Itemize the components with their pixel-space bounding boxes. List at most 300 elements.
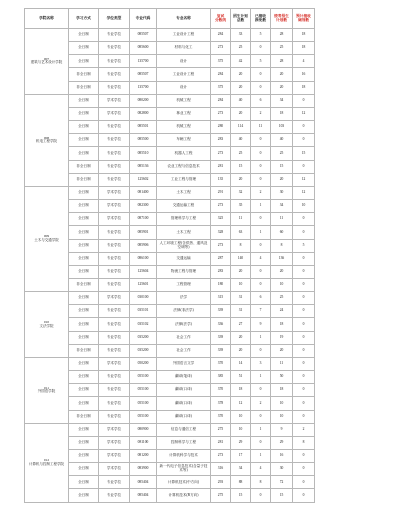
degree-type-cell: 专业学位 [99, 410, 130, 423]
degree-type-cell: 专业学位 [99, 81, 130, 94]
total-plan-cell: 29 [231, 436, 251, 449]
col-major-name: 专业名称 [157, 9, 211, 29]
recommended-cell: 0 [251, 81, 271, 94]
study-mode-cell: 非全日制 [69, 344, 99, 357]
major-code-cell: 035200 [130, 331, 157, 344]
study-mode-cell: 非全日制 [69, 278, 99, 291]
exam-plan-cell: 28 [271, 29, 293, 42]
col-major-code: 专业代码 [130, 9, 157, 29]
recommended-cell: 0 [251, 344, 271, 357]
study-mode-cell: 全日制 [69, 397, 99, 410]
exam-plan-cell: 24 [271, 305, 293, 318]
table-row [25, 371, 315, 384]
major-name-cell: 交通运输 [157, 252, 211, 265]
table-row [25, 252, 315, 265]
major-code-cell: 125601 [130, 278, 157, 291]
retest-score-cell: 325 [211, 213, 231, 226]
retest-score-cell: 275 [211, 423, 231, 436]
major-name-cell: 社会工作 [157, 331, 211, 344]
transfer-cell: 8 [293, 436, 315, 449]
study-mode-cell: 全日制 [69, 331, 99, 344]
total-plan-cell: 20 [231, 81, 251, 94]
major-code-cell: 080900 [130, 423, 157, 436]
total-plan-cell: 140 [231, 252, 251, 265]
exam-plan-cell: 10 [271, 278, 293, 291]
total-plan-cell: 27 [231, 318, 251, 331]
major-code-cell: 055100 [130, 397, 157, 410]
table-row [25, 292, 315, 305]
table-row [25, 147, 315, 160]
recommended-cell: 9 [251, 318, 271, 331]
total-plan-cell: 25 [231, 147, 251, 160]
exam-plan-cell: 10 [271, 397, 293, 410]
recommended-cell: 0 [251, 134, 271, 147]
total-plan-cell: 14 [231, 357, 251, 370]
study-mode-cell: 全日制 [69, 42, 99, 55]
recommended-cell: 0 [251, 42, 271, 55]
exam-plan-cell: 9 [271, 423, 293, 436]
recommended-cell: 1 [251, 200, 271, 213]
table-row [25, 68, 315, 81]
exam-plan-cell: 18 [271, 318, 293, 331]
retest-score-cell: 293 [211, 476, 231, 489]
college-code: 011 [43, 385, 50, 390]
transfer-cell: 15 [293, 147, 315, 160]
exam-plan-cell: 30 [271, 186, 293, 199]
retest-score-cell: 370 [211, 357, 231, 370]
recommended-cell: 5 [251, 29, 271, 42]
table-row [25, 226, 315, 239]
table-row [25, 200, 315, 213]
transfer-cell: 12 [293, 107, 315, 120]
transfer-cell: 0 [293, 410, 315, 423]
degree-type-cell: 学术学位 [99, 450, 130, 463]
study-mode-cell: 非全日制 [69, 68, 99, 81]
table-row [25, 344, 315, 357]
major-name-cell: 车辆工程 [157, 134, 211, 147]
degree-type-cell: 专业学位 [99, 397, 130, 410]
total-plan-cell: 34 [231, 463, 251, 476]
recommended-cell: 11 [251, 121, 271, 134]
study-mode-cell: 全日制 [69, 121, 99, 134]
major-code-cell: 050200 [130, 357, 157, 370]
major-name-cell: 法学 [157, 292, 211, 305]
retest-score-cell: 287 [211, 252, 231, 265]
exam-plan-cell: 60 [271, 226, 293, 239]
major-name-cell: 农业工程与信息技术 [157, 160, 211, 173]
total-plan-cell: 17 [231, 450, 251, 463]
admission-table [24, 8, 315, 503]
major-name-cell: 土木工程 [157, 186, 211, 199]
recommended-cell: 0 [251, 147, 271, 160]
transfer-cell: 10 [293, 200, 315, 213]
retest-score-cell: 336 [211, 318, 231, 331]
total-plan-cell: 114 [231, 121, 251, 134]
degree-type-cell: 学术学位 [99, 292, 130, 305]
total-plan-cell: 20 [231, 265, 251, 278]
degree-type-cell: 专业学位 [99, 278, 130, 291]
study-mode-cell: 全日制 [69, 305, 99, 318]
degree-type-cell: 学术学位 [99, 357, 130, 370]
degree-type-cell: 学术学位 [99, 107, 130, 120]
recommended-cell: 4 [251, 252, 271, 265]
study-mode-cell: 全日制 [69, 186, 99, 199]
exam-plan-cell: 72 [271, 476, 293, 489]
total-plan-cell: 20 [231, 173, 251, 186]
retest-score-cell: 273 [211, 107, 231, 120]
col-exam-plan: 统考招生 计划数 [271, 9, 293, 29]
college-name: 机电工程学院 [36, 139, 57, 144]
major-name-cell: 社会工作 [157, 344, 211, 357]
major-code-cell: 082300 [130, 200, 157, 213]
total-plan-cell: 20 [231, 344, 251, 357]
table-row [25, 305, 315, 318]
transfer-cell: 0 [293, 305, 315, 318]
college-code: 009 [43, 234, 50, 239]
exam-plan-cell: 20 [271, 81, 293, 94]
major-name-cell: 机械工程 [157, 121, 211, 134]
exam-plan-cell: 11 [271, 213, 293, 226]
total-plan-cell: 63 [231, 226, 251, 239]
college-cell [25, 357, 69, 423]
transfer-cell: 0 [293, 397, 315, 410]
retest-score-cell: 316 [211, 463, 231, 476]
table-row [25, 278, 315, 291]
exam-plan-cell: 20 [271, 265, 293, 278]
retest-score-cell: 280 [211, 121, 231, 134]
study-mode-cell: 全日制 [69, 252, 99, 265]
degree-type-cell: 专业学位 [99, 305, 130, 318]
degree-type-cell: 专业学位 [99, 121, 130, 134]
degree-type-cell: 专业学位 [99, 318, 130, 331]
retest-score-cell: 339 [211, 344, 231, 357]
table-row [25, 410, 315, 423]
table-row [25, 397, 315, 410]
major-code-cell: 085136 [130, 160, 157, 173]
major-name-cell: 法律(法学) [157, 318, 211, 331]
study-mode-cell: 全日制 [69, 436, 99, 449]
recommended-cell: 1 [251, 331, 271, 344]
major-code-cell: 082800 [130, 107, 157, 120]
exam-plan-cell: 15 [271, 489, 293, 502]
degree-type-cell: 专业学位 [99, 29, 130, 42]
retest-score-cell: 273 [211, 42, 231, 55]
major-code-cell: 081200 [130, 450, 157, 463]
recommended-cell: 0 [251, 265, 271, 278]
major-code-cell: 035102 [130, 318, 157, 331]
total-plan-cell: 10 [231, 278, 251, 291]
major-name-cell: 机械工程 [157, 94, 211, 107]
table-row [25, 42, 315, 55]
exam-plan-cell: 50 [271, 371, 293, 384]
total-plan-cell: 20 [231, 107, 251, 120]
study-mode-cell: 全日制 [69, 423, 99, 436]
major-name-cell: 控制科学与工程 [157, 436, 211, 449]
study-mode-cell: 全日制 [69, 29, 99, 42]
transfer-cell: 0 [293, 226, 315, 239]
table-row [25, 55, 315, 68]
study-mode-cell: 全日制 [69, 94, 99, 107]
college-name: 外国语学院 [37, 389, 56, 394]
transfer-cell: 0 [293, 94, 315, 107]
major-name-cell: 计算机科学与技术 [157, 450, 211, 463]
degree-type-cell: 学术学位 [99, 463, 130, 476]
transfer-cell: 0 [293, 265, 315, 278]
study-mode-cell: 非全日制 [69, 173, 99, 186]
table-row [25, 186, 315, 199]
col-college: 学院名称 [25, 9, 69, 29]
table-row [25, 121, 315, 134]
major-code-cell: 085510 [130, 147, 157, 160]
degree-type-cell: 专业学位 [99, 371, 130, 384]
exam-plan-cell: 25 [271, 292, 293, 305]
retest-score-cell: 339 [211, 305, 231, 318]
degree-type-cell: 专业学位 [99, 42, 130, 55]
study-mode-cell: 全日制 [69, 107, 99, 120]
college-cell [25, 423, 69, 502]
exam-plan-cell: 28 [271, 55, 293, 68]
retest-score-cell: 315 [211, 292, 231, 305]
major-code-cell: 085404 [130, 476, 157, 489]
degree-type-cell: 专业学位 [99, 384, 130, 397]
table-body [25, 29, 315, 503]
recommended-cell: 0 [251, 436, 271, 449]
degree-type-cell: 专业学位 [99, 68, 130, 81]
col-transfer: 预计接收 调剂数 [293, 9, 315, 29]
transfer-cell: 0 [293, 134, 315, 147]
exam-plan-cell: 25 [271, 147, 293, 160]
degree-type-cell: 专业学位 [99, 160, 130, 173]
total-plan-cell: 20 [231, 331, 251, 344]
transfer-cell: 0 [293, 121, 315, 134]
total-plan-cell: 42 [231, 55, 251, 68]
total-plan-cell: 12 [231, 397, 251, 410]
recommended-cell: 0 [251, 213, 271, 226]
recommended-cell: 1 [251, 423, 271, 436]
table-row [25, 450, 315, 463]
retest-score-cell: 273 [211, 239, 231, 252]
degree-type-cell: 学术学位 [99, 423, 130, 436]
transfer-cell: 0 [293, 450, 315, 463]
table-row [25, 476, 315, 489]
table-row [25, 160, 315, 173]
exam-plan-cell: 29 [271, 436, 293, 449]
major-name-cell: 新一代电子信息技术(含量子技术等) [157, 463, 211, 476]
degree-type-cell: 专业学位 [99, 239, 130, 252]
retest-score-cell: 281 [211, 436, 231, 449]
major-name-cell: 外国语言文学 [157, 357, 211, 370]
total-plan-cell: 20 [231, 68, 251, 81]
exam-plan-cell: 20 [271, 173, 293, 186]
transfer-cell: 0 [293, 318, 315, 331]
transfer-cell: 0 [293, 384, 315, 397]
study-mode-cell: 全日制 [69, 463, 99, 476]
major-name-cell: 翻译(笔译) [157, 371, 211, 384]
study-mode-cell: 非全日制 [69, 410, 99, 423]
exam-plan-cell: 18 [271, 107, 293, 120]
major-code-cell: 135700 [130, 81, 157, 94]
major-name-cell: 机器人工程 [157, 147, 211, 160]
study-mode-cell: 全日制 [69, 134, 99, 147]
transfer-cell: 0 [293, 331, 315, 344]
exam-plan-cell: 34 [271, 200, 293, 213]
exam-plan-cell: 19 [271, 331, 293, 344]
major-code-cell: 085507 [130, 68, 157, 81]
retest-score-cell: 281 [211, 160, 231, 173]
retest-score-cell: 375 [211, 55, 231, 68]
exam-plan-cell: 11 [271, 357, 293, 370]
transfer-cell: 0 [293, 371, 315, 384]
degree-type-cell: 专业学位 [99, 173, 130, 186]
retest-score-cell: 180 [211, 278, 231, 291]
study-mode-cell: 全日制 [69, 384, 99, 397]
col-total-plan: 招生计划 总数 [231, 9, 251, 29]
recommended-cell: 2 [251, 107, 271, 120]
retest-score-cell: 370 [211, 384, 231, 397]
retest-score-cell: 273 [211, 450, 231, 463]
total-plan-cell: 31 [231, 292, 251, 305]
college-code: 007 [43, 56, 50, 61]
table-row [25, 436, 315, 449]
retest-score-cell: 273 [211, 147, 231, 160]
recommended-cell: 0 [251, 489, 271, 502]
table-row [25, 318, 315, 331]
table-row [25, 173, 315, 186]
col-degree-type: 学位类型 [99, 9, 130, 29]
major-code-cell: 085906 [130, 239, 157, 252]
retest-score-cell: 275 [211, 489, 231, 502]
degree-type-cell: 专业学位 [99, 489, 130, 502]
recommended-cell: 1 [251, 226, 271, 239]
total-plan-cell: 88 [231, 476, 251, 489]
total-plan-cell: 10 [231, 410, 251, 423]
transfer-cell: 12 [293, 186, 315, 199]
transfer-cell: 5 [293, 239, 315, 252]
total-plan-cell: 15 [231, 489, 251, 502]
retest-score-cell: 135 [211, 173, 231, 186]
study-mode-cell: 全日制 [69, 55, 99, 68]
major-name-cell: 人工环境工程(含供热、通风及空调等) [157, 239, 211, 252]
major-name-cell: 管理科学与工程 [157, 213, 211, 226]
retest-score-cell: 385 [211, 371, 231, 384]
retest-score-cell: 284 [211, 29, 231, 42]
study-mode-cell: 全日制 [69, 357, 99, 370]
college-cell [25, 292, 69, 358]
major-name-cell: 土木工程 [157, 226, 211, 239]
table-row [25, 213, 315, 226]
major-code-cell: 035101 [130, 305, 157, 318]
major-code-cell: 085901 [130, 226, 157, 239]
degree-type-cell: 学术学位 [99, 94, 130, 107]
major-name-cell: 工业设计工程 [157, 68, 211, 81]
retest-score-cell: 328 [211, 226, 231, 239]
transfer-cell: 18 [293, 81, 315, 94]
table-row [25, 489, 315, 502]
degree-type-cell: 学术学位 [99, 436, 130, 449]
major-code-cell: 055100 [130, 371, 157, 384]
degree-type-cell: 专业学位 [99, 476, 130, 489]
major-code-cell: 055100 [130, 384, 157, 397]
retest-score-cell: 284 [211, 94, 231, 107]
major-name-cell: 计算机技术(B方向) [157, 489, 211, 502]
major-code-cell: 085500 [130, 134, 157, 147]
total-plan-cell: 8 [231, 239, 251, 252]
major-name-cell: 物流工程与管理 [157, 265, 211, 278]
exam-plan-cell: 18 [271, 384, 293, 397]
major-name-cell: 工业工程与管理 [157, 173, 211, 186]
table-row [25, 331, 315, 344]
recommended-cell: 5 [251, 55, 271, 68]
major-name-cell: 工程管理 [157, 278, 211, 291]
exam-plan-cell: 103 [271, 121, 293, 134]
exam-plan-cell: 34 [271, 94, 293, 107]
study-mode-cell: 全日制 [69, 200, 99, 213]
degree-type-cell: 学术学位 [99, 186, 130, 199]
exam-plan-cell: 25 [271, 42, 293, 55]
table-row [25, 107, 315, 120]
recommended-cell: 0 [251, 278, 271, 291]
table-row [25, 94, 315, 107]
major-name-cell: 翻译(口译) [157, 384, 211, 397]
transfer-cell: 18 [293, 29, 315, 42]
college-cell [25, 29, 69, 95]
transfer-cell: 0 [293, 344, 315, 357]
degree-type-cell: 专业学位 [99, 55, 130, 68]
transfer-cell: 0 [293, 213, 315, 226]
table-row [25, 81, 315, 94]
recommended-cell: 3 [251, 357, 271, 370]
total-plan-cell: 25 [231, 42, 251, 55]
exam-plan-cell: 20 [271, 344, 293, 357]
major-code-cell: 081100 [130, 436, 157, 449]
study-mode-cell: 全日制 [69, 476, 99, 489]
table-row [25, 463, 315, 476]
major-code-cell: 085507 [130, 29, 157, 42]
total-plan-cell: 11 [231, 213, 251, 226]
exam-plan-cell: 136 [271, 252, 293, 265]
retest-score-cell: 273 [211, 200, 231, 213]
total-plan-cell: 31 [231, 305, 251, 318]
degree-type-cell: 专业学位 [99, 344, 130, 357]
recommended-cell: 0 [251, 173, 271, 186]
transfer-cell: 0 [293, 292, 315, 305]
table-row [25, 239, 315, 252]
header-row [25, 9, 315, 29]
transfer-cell: 18 [293, 42, 315, 55]
retest-score-cell: 283 [211, 134, 231, 147]
transfer-cell: 2 [293, 423, 315, 436]
total-plan-cell: 32 [231, 186, 251, 199]
major-name-cell: 工业设计工程 [157, 29, 211, 42]
recommended-cell: 2 [251, 186, 271, 199]
study-mode-cell: 全日制 [69, 213, 99, 226]
recommended-cell: 7 [251, 305, 271, 318]
study-mode-cell: 非全日制 [69, 81, 99, 94]
study-mode-cell: 全日制 [69, 450, 99, 463]
degree-type-cell: 专业学位 [99, 147, 130, 160]
retest-score-cell: 291 [211, 186, 231, 199]
major-name-cell: 翻译(口译) [157, 397, 211, 410]
major-code-cell: 083900 [130, 463, 157, 476]
degree-type-cell: 专业学位 [99, 134, 130, 147]
degree-type-cell: 专业学位 [99, 252, 130, 265]
recommended-cell: 8 [251, 476, 271, 489]
retest-score-cell: 339 [211, 331, 231, 344]
study-mode-cell: 全日制 [69, 239, 99, 252]
recommended-cell: 0 [251, 239, 271, 252]
degree-type-cell: 专业学位 [99, 226, 130, 239]
transfer-cell: 4 [293, 55, 315, 68]
